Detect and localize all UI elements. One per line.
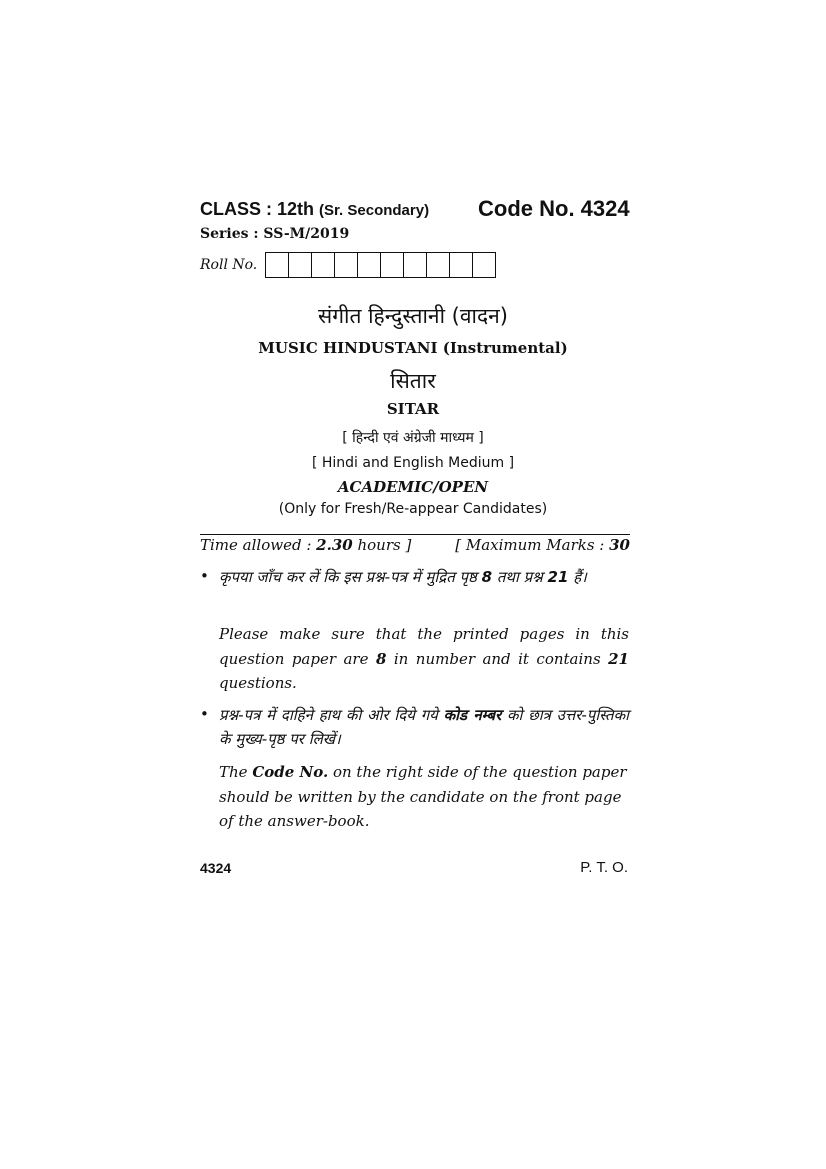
text: को छात्र उत्तर-पुस्तिका के मुख्य-पृष्ठ पर लिखें। — [219, 706, 630, 748]
roll-box[interactable] — [334, 252, 358, 278]
footer-code: 4324 — [200, 860, 232, 876]
text: Please make sure that the printed pages in this question paper are — [219, 625, 629, 668]
instruction-1-hindi — [219, 565, 629, 589]
time-value: 2.30 — [316, 536, 353, 554]
bullet-2: • — [200, 705, 209, 723]
academic-open-label: ACADEMIC/OPEN — [337, 478, 489, 496]
text: The — [219, 763, 253, 781]
text: in number and it contains — [386, 649, 609, 668]
class-heading — [200, 199, 429, 220]
instruction-1-english — [219, 622, 629, 696]
text: कृपया जाँच कर लें कि इस प्रश्न-पत्र में मुद्रित पृष्ठ — [219, 568, 482, 586]
time-label: Time allowed : — [200, 536, 317, 554]
instrument-english: SITAR — [386, 400, 440, 418]
pages-count: 8 — [375, 649, 387, 668]
code-number-english: Code No. — [252, 763, 329, 781]
series-label: Series : SS-M/2019 — [200, 226, 350, 242]
text: तथा प्रश्न — [492, 568, 548, 586]
maximum-marks — [455, 536, 630, 554]
text: प्रश्न-पत्र में दाहिने हाथ की ओर दिये गये — [219, 706, 444, 724]
instruction-2-hindi — [219, 703, 629, 751]
questions-count: 21 — [608, 649, 629, 668]
roll-number-label: Roll No. — [200, 257, 258, 273]
class-label: CLASS : 12th — [200, 199, 315, 219]
roll-box[interactable] — [403, 252, 427, 278]
subject-title-hindi: संगीत हिन्दुस्तानी (वादन) — [318, 304, 508, 328]
footer-pto: P. T. O. — [580, 859, 628, 876]
time-allowed — [200, 536, 411, 554]
class-sub-label: (Sr. Secondary) — [319, 202, 430, 219]
time-unit: hours ] — [352, 536, 412, 554]
text: questions. — [219, 674, 297, 692]
pages-count: 8 — [481, 568, 493, 586]
roll-number-boxes[interactable] — [266, 252, 496, 278]
roll-box[interactable] — [357, 252, 381, 278]
text: on the right side of the question paper should be written by the candidate on the front page of the answer-book. — [219, 763, 627, 830]
code-number: Code No. 4324 — [478, 196, 630, 221]
bullet-1: • — [200, 567, 209, 585]
code-number-hindi: कोड नम्बर — [443, 706, 502, 724]
roll-box[interactable] — [288, 252, 312, 278]
medium-english: [ Hindi and English Medium ] — [311, 455, 515, 471]
marks-label: [ Maximum Marks : — [455, 536, 610, 554]
questions-count: 21 — [547, 568, 569, 586]
candidates-note: (Only for Fresh/Re-appear Candidates) — [278, 501, 548, 517]
instrument-hindi: सितार — [390, 369, 436, 393]
divider-rule — [200, 534, 630, 535]
roll-box[interactable] — [449, 252, 473, 278]
roll-box[interactable] — [380, 252, 404, 278]
roll-box[interactable] — [311, 252, 335, 278]
roll-box[interactable] — [265, 252, 289, 278]
medium-hindi: [ हिन्दी एवं अंग्रेजी माध्यम ] — [342, 430, 484, 446]
roll-box[interactable] — [426, 252, 450, 278]
instruction-2-english — [219, 760, 629, 834]
time-marks-line — [200, 536, 630, 554]
subject-title-english: MUSIC HINDUSTANI (Instrumental) — [258, 339, 568, 357]
marks-value: 30 — [609, 536, 630, 554]
text: हैं। — [568, 568, 587, 586]
roll-box[interactable] — [472, 252, 496, 278]
